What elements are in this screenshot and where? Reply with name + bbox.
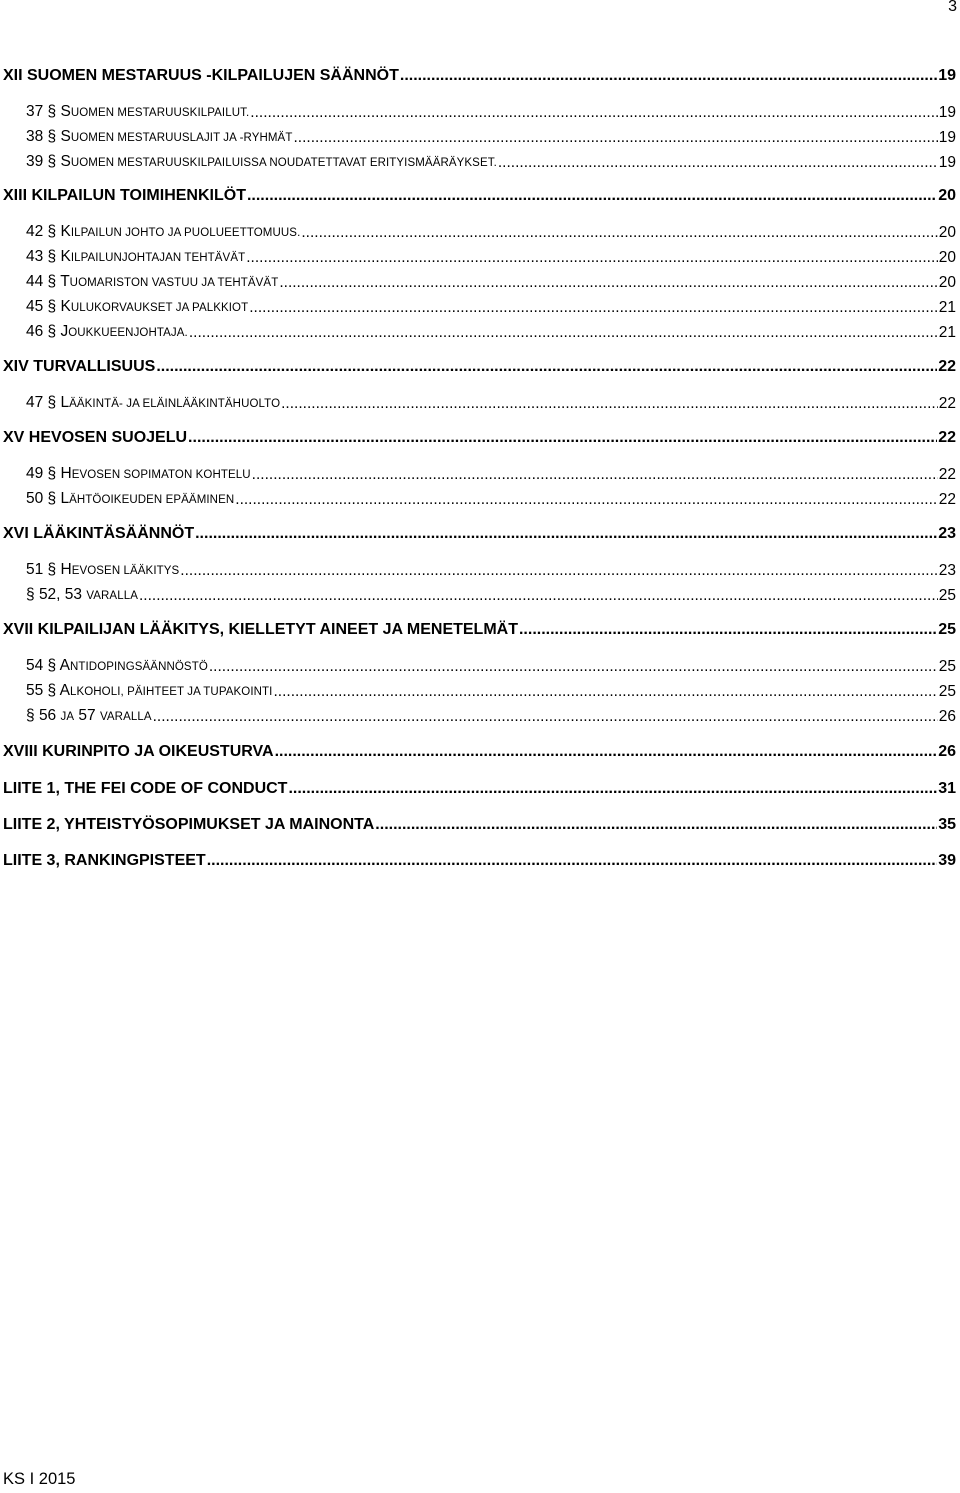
- toc-chapter-title: XVIII KURINPITO JA OIKEUSTURVA: [3, 743, 274, 760]
- dot-leader: [249, 298, 938, 318]
- dot-leader: [288, 779, 937, 799]
- toc-page-number: 19: [938, 104, 956, 121]
- toc-section-title: 46 § JOUKKUEENJOHTAJA.: [26, 323, 188, 340]
- table-of-contents: [3, 0, 956, 900]
- toc-page-number: 25: [938, 587, 956, 604]
- toc-section-title: 54 § ANTIDOPINGSÄÄNNÖSTÖ: [26, 657, 208, 674]
- toc-page-number: 25: [938, 683, 956, 700]
- dot-leader: [189, 323, 938, 343]
- toc-section-title: 55 § ALKOHOLI, PÄIHTEET JA TUPAKOINTI: [26, 682, 273, 699]
- toc-appendix-title: LIITE 1, THE FEI CODE OF CONDUCT: [3, 780, 288, 797]
- dot-leader: [293, 128, 937, 148]
- toc-chapter[interactable]: [3, 182, 956, 206]
- toc-page-number: 23: [938, 562, 956, 579]
- document-footer: KS I 2015: [3, 1470, 76, 1488]
- toc-page-number: 25: [938, 621, 956, 638]
- dot-leader: [301, 223, 937, 243]
- toc-appendix[interactable]: [3, 775, 956, 799]
- toc-chapter-title: XIV TURVALLISUUS: [3, 358, 156, 375]
- toc-chapter-title: XVI LÄÄKINTÄSÄÄNNÖT: [3, 525, 195, 542]
- toc-section-title: 38 § SUOMEN MESTARUUSLAJIT JA -RYHMÄT: [26, 128, 293, 145]
- toc-chapter[interactable]: [3, 353, 956, 377]
- dot-leader: [180, 561, 937, 581]
- toc-page-number: 20: [938, 249, 956, 266]
- toc-section[interactable]: [3, 582, 956, 606]
- dot-leader: [188, 428, 937, 448]
- toc-page-number: 39: [938, 852, 956, 869]
- toc-appendix-title: LIITE 3, RANKINGPISTEET: [3, 852, 206, 869]
- toc-chapter-title: XVII KILPAILIJAN LÄÄKITYS, KIELLETYT AINEET JA MENETELMÄT: [3, 621, 518, 638]
- toc-appendix[interactable]: [3, 847, 956, 871]
- toc-section[interactable]: [3, 486, 956, 510]
- toc-section-title: 42 § KILPAILUN JOHTO JA PUOLUEETTOMUUS.: [26, 223, 301, 240]
- toc-section[interactable]: [3, 703, 956, 727]
- toc-section-title: 44 § TUOMARISTON VASTUU JA TEHTÄVÄT: [26, 273, 279, 290]
- dot-leader: [400, 66, 937, 86]
- toc-chapter[interactable]: [3, 520, 956, 544]
- toc-page-number: 31: [938, 780, 956, 797]
- dot-leader: [250, 103, 937, 123]
- toc-page-number: 21: [938, 324, 956, 341]
- dot-leader: [498, 153, 938, 173]
- dot-leader: [246, 248, 938, 268]
- toc-section-title: 51 § HEVOSEN LÄÄKITYS: [26, 561, 180, 578]
- toc-section[interactable]: [3, 461, 956, 485]
- toc-page-number: 21: [938, 299, 956, 316]
- dot-leader: [275, 742, 938, 762]
- toc-page-number: 19: [938, 154, 956, 171]
- dot-leader: [139, 586, 938, 606]
- toc-section[interactable]: [3, 219, 956, 243]
- toc-section-title: 43 § KILPAILUNJOHTAJAN TEHTÄVÄT: [26, 248, 246, 265]
- toc-page-number: 22: [938, 395, 956, 412]
- toc-page-number: 23: [938, 525, 956, 542]
- dot-leader: [519, 620, 937, 640]
- toc-page-number: 19: [938, 67, 956, 84]
- toc-chapter[interactable]: [3, 62, 956, 86]
- toc-page-number: 20: [938, 224, 956, 241]
- dot-leader: [235, 490, 937, 510]
- toc-page-number: 25: [938, 658, 956, 675]
- dot-leader: [153, 707, 938, 727]
- dot-leader: [252, 465, 938, 485]
- toc-section[interactable]: [3, 244, 956, 268]
- toc-appendix[interactable]: [3, 811, 956, 835]
- dot-leader: [279, 273, 937, 293]
- toc-section[interactable]: [3, 319, 956, 343]
- toc-page-number: 22: [938, 466, 956, 483]
- toc-page-number: 22: [938, 429, 956, 446]
- toc-section-title: § 56 JA 57 VARALLA: [26, 707, 152, 724]
- dot-leader: [375, 815, 937, 835]
- toc-section-title: 45 § KULUKORVAUKSET JA PALKKIOT: [26, 298, 249, 315]
- toc-section[interactable]: [3, 653, 956, 677]
- toc-section[interactable]: [3, 678, 956, 702]
- dot-leader: [207, 851, 938, 871]
- dot-leader: [281, 394, 938, 414]
- dot-leader: [156, 357, 937, 377]
- toc-chapter-title: XIII KILPAILUN TOIMIHENKILÖT: [3, 187, 246, 204]
- toc-page-number: 26: [938, 708, 956, 725]
- toc-page-number: 20: [938, 274, 956, 291]
- toc-section[interactable]: [3, 269, 956, 293]
- toc-chapter[interactable]: [3, 424, 956, 448]
- toc-section-title: 49 § HEVOSEN SOPIMATON KOHTELU: [26, 465, 251, 482]
- toc-page-number: 26: [938, 743, 956, 760]
- toc-page-number: 22: [938, 358, 956, 375]
- dot-leader: [209, 657, 938, 677]
- dot-leader: [273, 682, 937, 702]
- toc-section-title: 50 § LÄHTÖOIKEUDEN EPÄÄMINEN: [26, 490, 235, 507]
- toc-appendix-title: LIITE 2, YHTEISTYÖSOPIMUKSET JA MAINONTA: [3, 816, 375, 833]
- toc-page-number: 35: [938, 816, 956, 833]
- toc-page-number: 22: [938, 491, 956, 508]
- toc-section-title: 39 § SUOMEN MESTARUUSKILPAILUISSA NOUDATETTAVAT ERITYISMÄÄRÄYKSET.: [26, 153, 497, 170]
- toc-section[interactable]: [3, 390, 956, 414]
- toc-section[interactable]: [3, 149, 956, 173]
- dot-leader: [247, 186, 937, 206]
- toc-section[interactable]: [3, 557, 956, 581]
- toc-section-title: 47 § LÄÄKINTÄ- JA ELÄINLÄÄKINTÄHUOLTO: [26, 394, 281, 411]
- toc-section-title: 37 § SUOMEN MESTARUUSKILPAILUT.: [26, 103, 250, 120]
- page-number: 3: [948, 0, 957, 15]
- toc-chapter[interactable]: [3, 616, 956, 640]
- toc-section[interactable]: [3, 124, 956, 148]
- toc-page-number: 19: [938, 129, 956, 146]
- toc-chapter-title: XII SUOMEN MESTARUUS -KILPAILUJEN SÄÄNNÖT: [3, 67, 399, 84]
- toc-chapter[interactable]: [3, 738, 956, 762]
- toc-section[interactable]: [3, 294, 956, 318]
- toc-page-number: 20: [938, 187, 956, 204]
- toc-section[interactable]: [3, 99, 956, 123]
- toc-section-title: § 52, 53 VARALLA: [26, 586, 138, 603]
- toc-chapter-title: XV HEVOSEN SUOJELU: [3, 429, 188, 446]
- dot-leader: [195, 524, 937, 544]
